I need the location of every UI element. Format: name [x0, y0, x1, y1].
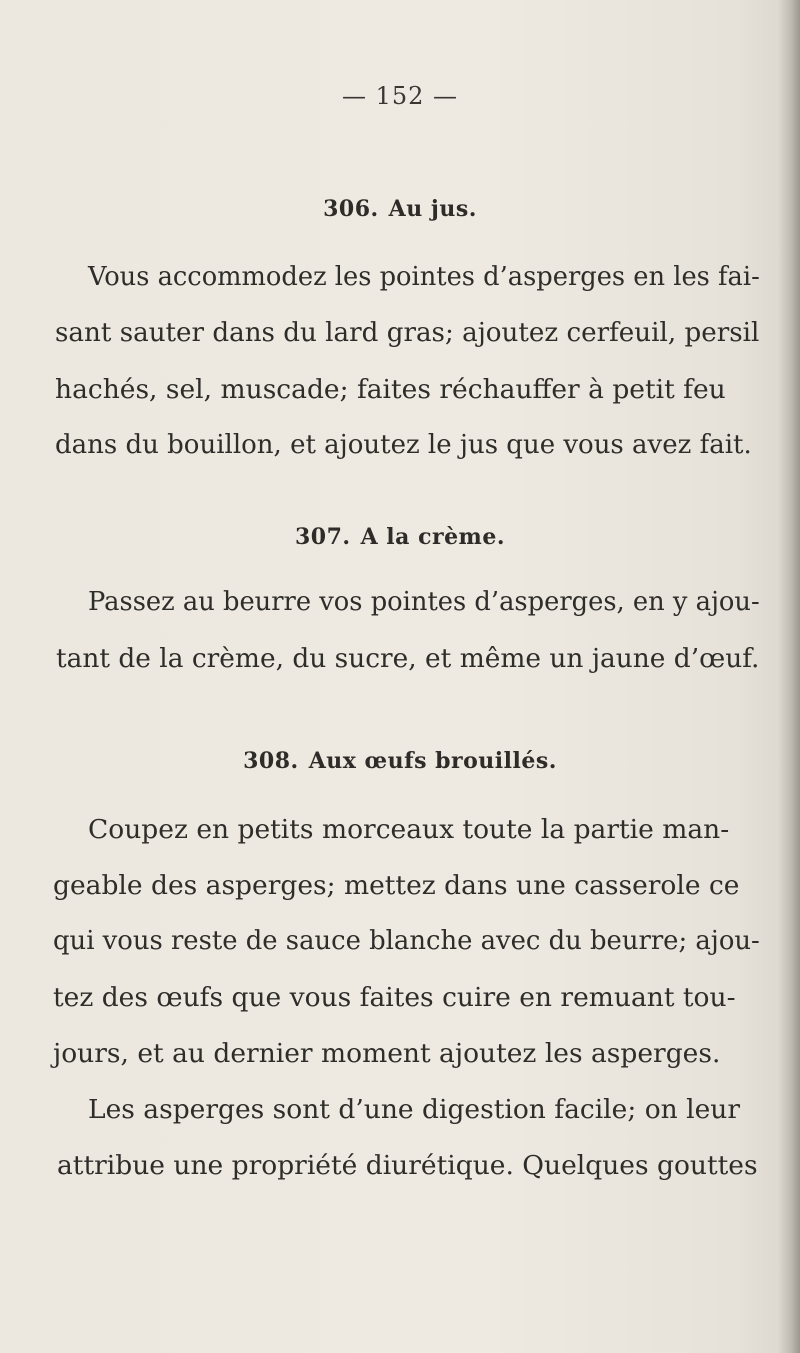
text-line: geable des asperges; mettez dans une casserole ce [53, 870, 740, 901]
text-line: sant sauter dans du lard gras; ajoutez cerfeuil, persil [55, 318, 760, 348]
section-number: 308. [243, 748, 299, 774]
text-line: Passez au beurre vos pointes d’asperges, en y ajou- [88, 587, 760, 617]
section-number: 307. [294, 524, 351, 550]
section-title: Aux œufs brouillés. [308, 748, 557, 774]
page-number: — 152 — [341, 82, 459, 110]
text-line: jours, et au dernier moment ajoutez les asperges. [53, 1038, 721, 1069]
text-line: hachés, sel, muscade; faites réchauffer à petit feu [55, 374, 726, 405]
section-title: A la crème. [360, 524, 505, 550]
text-line: tez des œufs que vous faites cuire en remuant tou- [53, 982, 736, 1013]
text-line: Coupez en petits morceaux toute la partie man- [88, 814, 730, 845]
text-line: qui vous reste de sauce blanche avec du beurre; ajou- [53, 926, 760, 956]
section-title: Au jus. [388, 196, 477, 222]
text-line: Vous accommodez les pointes d’asperges en les fai- [88, 262, 760, 292]
section-heading-306 [0, 196, 800, 222]
text-line: dans du bouillon, et ajoutez le jus que vous avez fait. [55, 430, 752, 460]
section-number: 306. [323, 196, 379, 222]
text-line: Les asperges sont d’une digestion facile; on leur [88, 1094, 741, 1125]
text-line: attribue une propriété diurétique. Quelques gouttes [57, 1150, 758, 1181]
text-line: tant de la crème, du sucre, et même un jaune d’œuf. [56, 643, 760, 674]
section-heading-307 [0, 524, 800, 550]
section-heading-308 [0, 748, 800, 774]
